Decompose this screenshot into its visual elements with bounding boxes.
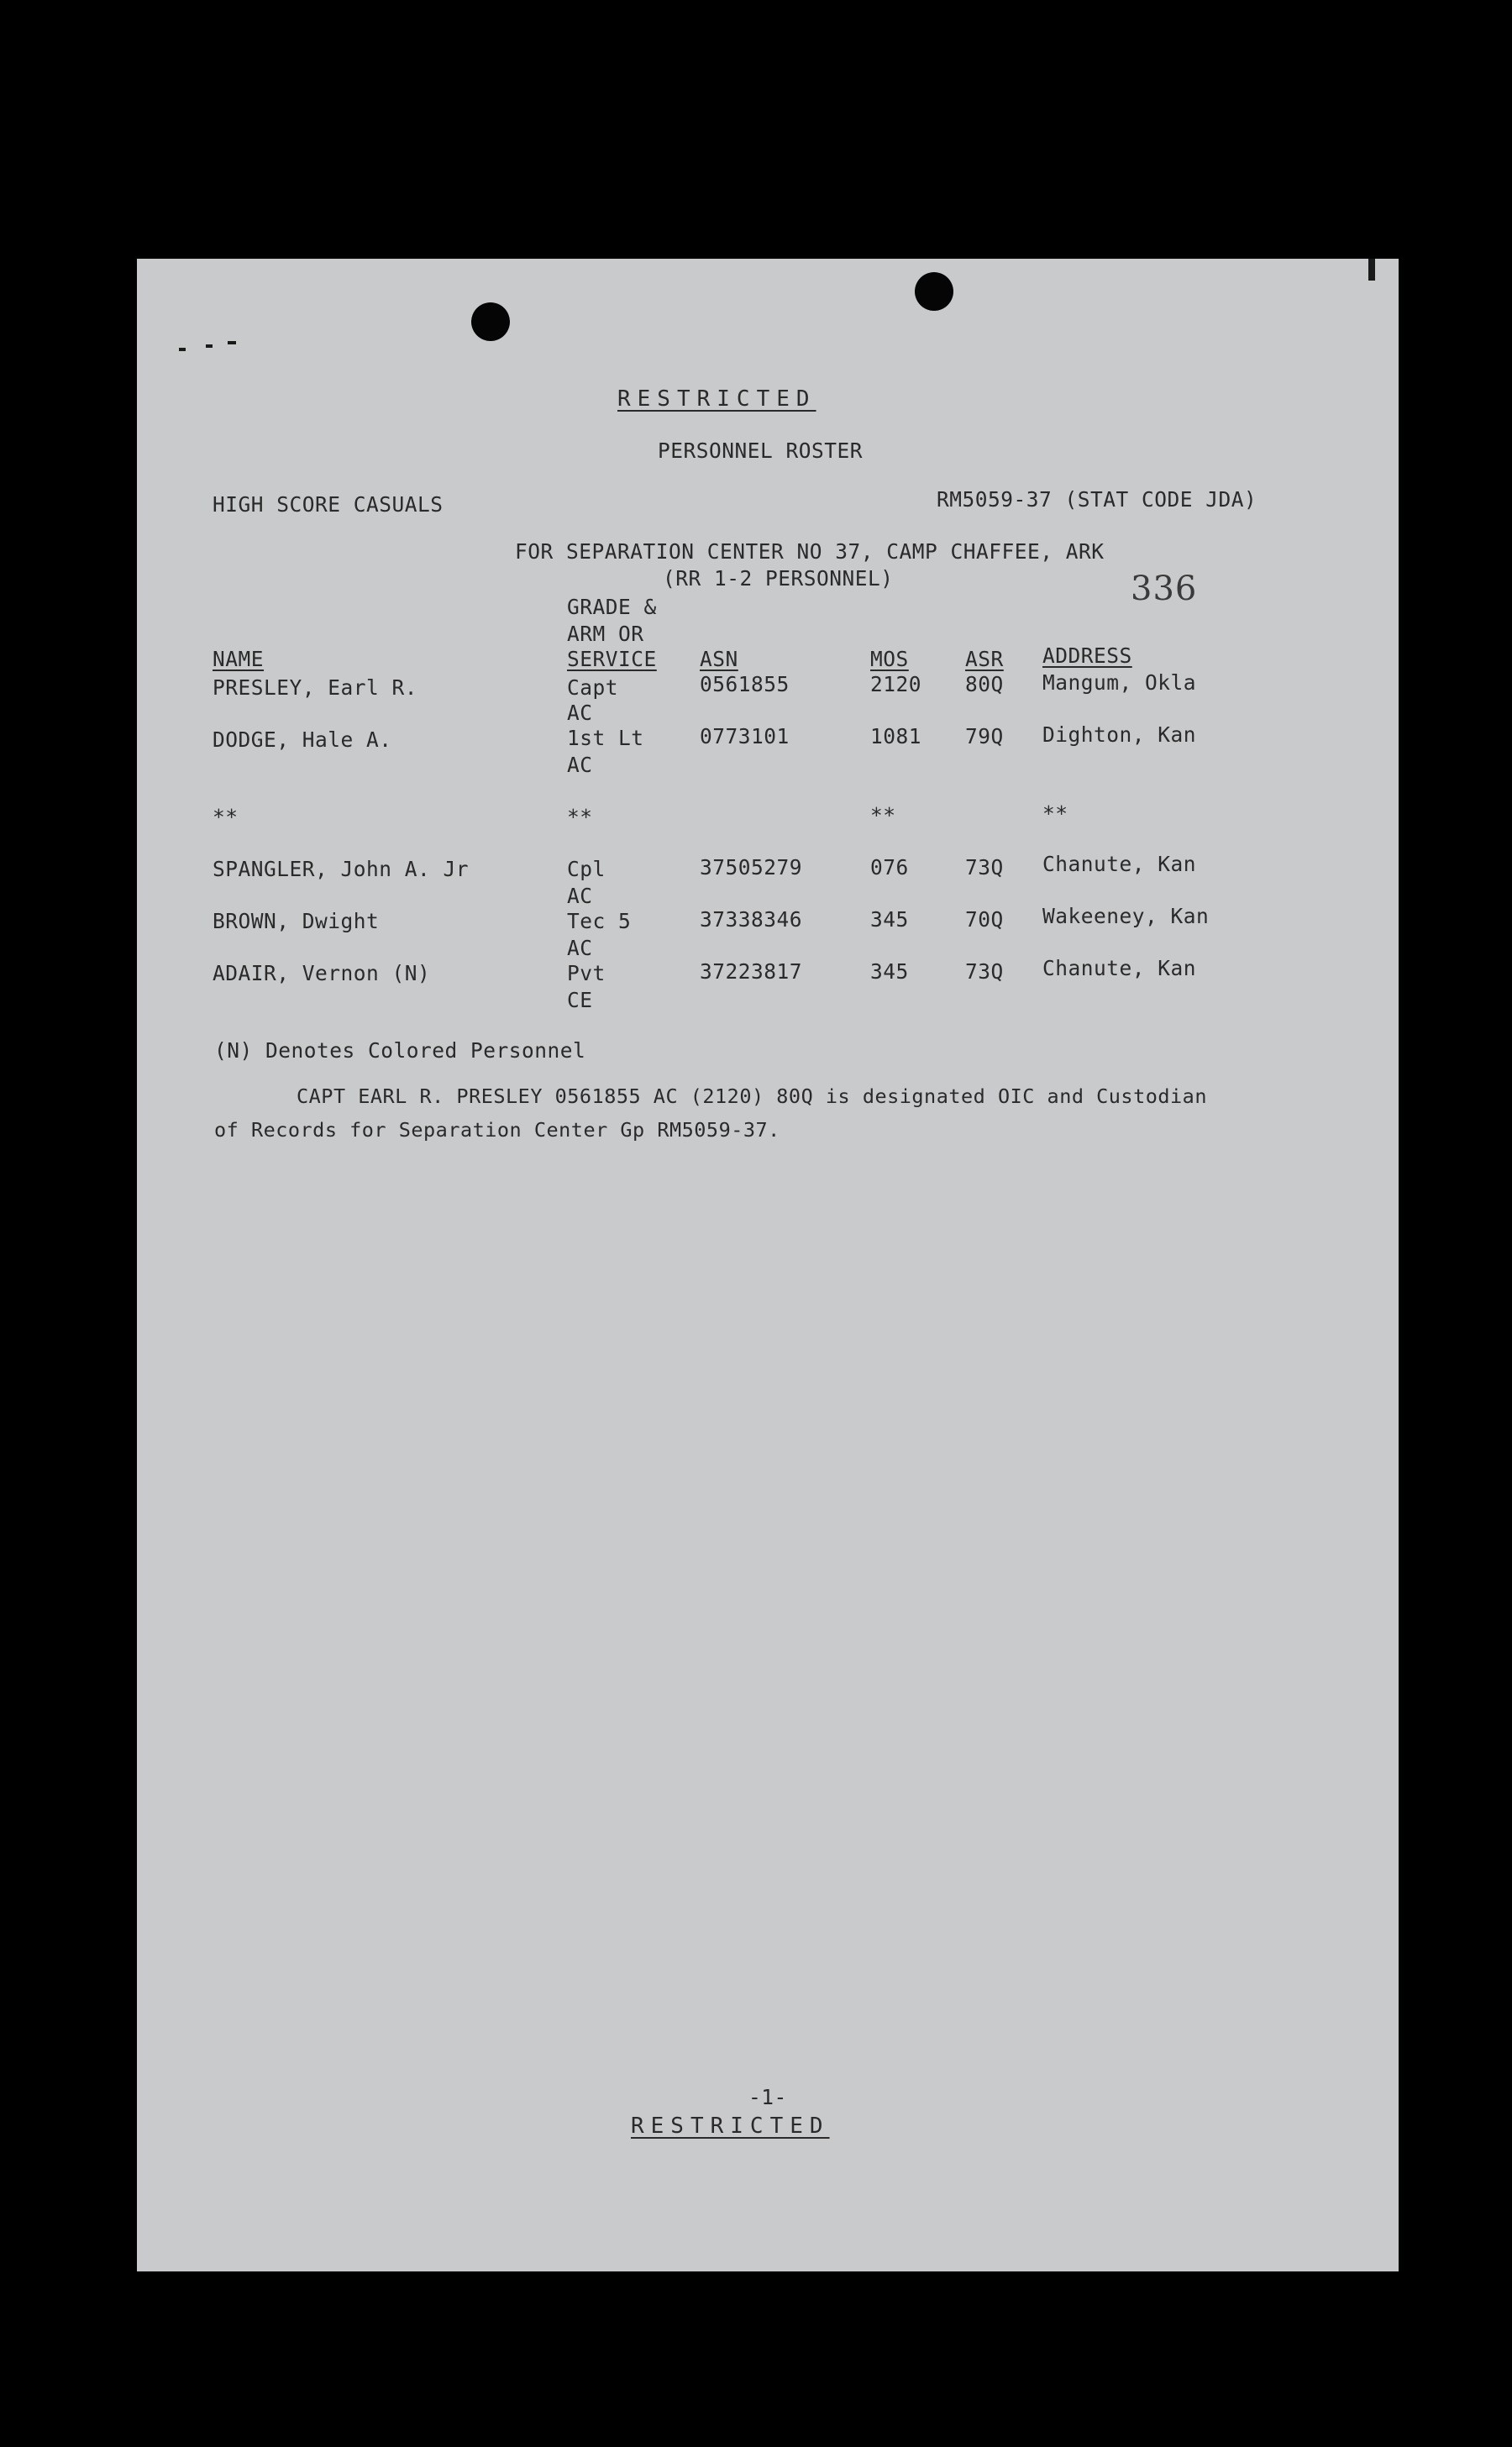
classification-bottom: RESTRICTED [631,2114,830,2139]
cell-arm: AC [567,936,593,960]
cell-asr: 73Q [965,959,1004,984]
cell-address: Wakeeney, Kan [1042,904,1210,928]
cell-grade: Cpl [567,857,606,881]
destination: FOR SEPARATION CENTER NO 37, CAMP CHAFFEE, ARK [515,539,1105,564]
cell-mos: 076 [870,855,909,880]
page-number: -1- [748,2085,787,2109]
separator-mark: ** [870,803,896,827]
roster-reference: RM5059-37 (STAT CODE JDA) [937,487,1257,512]
cell-asn: 37505279 [700,855,803,880]
cell-mos: 345 [870,907,909,932]
cell-address: Dighton, Kan [1042,722,1197,747]
separator-mark: ** [1042,801,1068,826]
column-header-grade-line1: GRADE & [567,595,657,619]
column-header-address: ADDRESS [1042,643,1132,668]
document-page [137,259,1399,2271]
cell-arm: AC [567,884,593,908]
cell-asn: 37338346 [700,907,803,932]
column-header-name: NAME [213,647,265,671]
column-header-grade-line3: SERVICE [567,647,657,671]
page-stamp: 336 [1131,570,1198,608]
designation-line-1: CAPT EARL R. PRESLEY 0561855 AC (2120) 80Q is designated OIC and Custodian [297,1084,1207,1108]
cell-grade: 1st Lt [567,726,644,750]
cell-asn: 0773101 [700,724,790,748]
separator-mark: ** [567,805,593,829]
cell-asr: 73Q [965,855,1004,880]
column-header-grade-line2: ARM OR [567,622,644,646]
classification-top: RESTRICTED [617,386,816,412]
cell-mos: 345 [870,959,909,984]
cell-grade: Capt [567,675,619,700]
cell-asr: 70Q [965,907,1004,932]
cell-name: SPANGLER, John A. Jr [213,857,470,881]
cell-arm: CE [567,988,593,1012]
cell-asr: 79Q [965,724,1004,748]
column-header-asr: ASR [965,647,1004,671]
cell-name: ADAIR, Vernon (N) [213,961,431,985]
column-header-asn: ASN [700,647,738,671]
cell-asr: 80Q [965,672,1004,696]
sub-destination: (RR 1-2 PERSONNEL) [663,566,894,591]
cell-grade: Tec 5 [567,909,632,933]
paper-mark [206,344,213,348]
column-header-mos: MOS [870,647,909,671]
cell-name: BROWN, Dwight [213,909,380,933]
unit-name: HIGH SCORE CASUALS [213,492,444,517]
cell-grade: Pvt [567,961,606,985]
cell-name: DODGE, Hale A. [213,727,392,752]
legend-note: (N) Denotes Colored Personnel [214,1038,586,1063]
cell-address: Chanute, Kan [1042,852,1197,876]
cell-address: Chanute, Kan [1042,956,1197,980]
cell-arm: AC [567,753,593,777]
cell-address: Mangum, Okla [1042,670,1197,695]
separator-mark: ** [213,805,239,829]
cell-name: PRESLEY, Earl R. [213,675,418,700]
cell-arm: AC [567,701,593,725]
paper-mark [179,348,186,351]
roster-title: PERSONNEL ROSTER [658,438,864,463]
paper-mark [228,341,236,344]
punch-hole-right [915,272,953,311]
punch-hole-left [471,302,510,341]
cell-mos: 2120 [870,672,922,696]
paper-mark [1368,259,1375,281]
designation-line-2: of Records for Separation Center Gp RM5059-37. [214,1118,780,1142]
cell-asn: 37223817 [700,959,803,984]
cell-asn: 0561855 [700,672,790,696]
cell-mos: 1081 [870,724,922,748]
